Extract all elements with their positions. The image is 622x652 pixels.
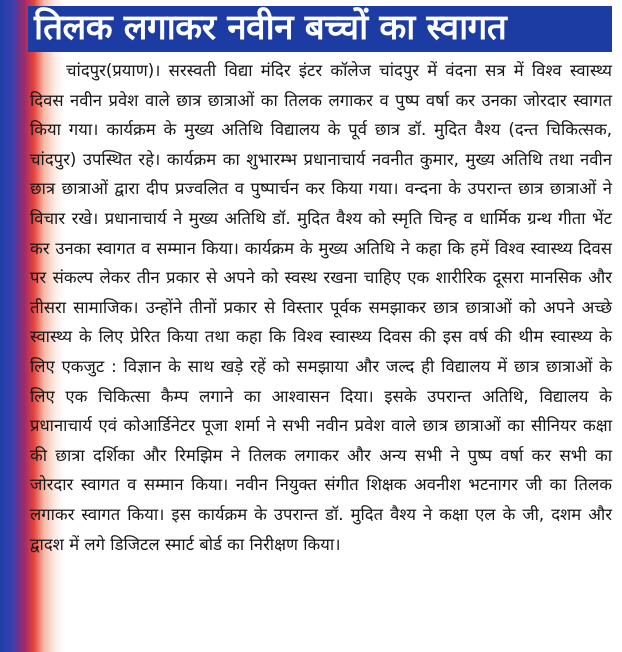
headline: तिलक लगाकर नवीन बच्चों का स्वागत bbox=[28, 6, 612, 52]
article-body: चांदपुर(प्रयाण)। सरस्वती विद्या मंदिर इंटर कॉलेज चांदपुर में वंदना सत्र में विश्व स्वास्थ्य दिवस नवीन प्रवेश वाले छात्र छात्राओं का तिलक लगाकर व पुष्प वर्षा कर उनका जोरदार स्वागत किया गया। कार्यक्रम के मुख्य अतिथि विद्यालय के पूर्व छात्र डॉ. मुदित वैश्य (दन्त चिकित्सक, चांदपुर) उपस्थित रहे। कार्यक्रम का शुभारम्भ प्रधानाचार्य नवनीत कुमार, मुख्य अतिथि तथा नवीन छात्र छात्राओं द्वारा दीप प्रज्वलित व पुष्पार्चन कर किया गया। वन्दना के उपरान्त छात्र छात्राओं ने विचार रखे। प्रधानाचार्य ने मुख्य अतिथि डॉ. मुदित वैश्य को स्मृति चिन्ह व धार्मिक ग्रन्थ गीता भेंट कर उनका स्वागत व सम्मान किया। कार्यक्रम के मुख्य अतिथि ने कहा कि हमें विश्व स्वास्थ्य दिवस पर संकल्प लेकर तीन प्रकार से अपने को स्वस्थ रखना चाहिए एक शारीरिक दूसरा मानसिक और तीसरा सामाजिक। उन्होंने तीनों प्रकार से विस्तार पूर्वक समझाकर छात्र छात्राओं को अपने अच्छे स्वास्थ्य के लिए प्रेरित किया तथा कहा कि विश्व स्वास्थ्य दिवस की इस वर्ष की थीम स्वास्थ्य के लिए एकजुट : विज्ञान के साथ खड़े रहें को समझाया और जल्द ही विद्यालय में छात्र छात्राओं के लिए एक चिकित्सा कैम्प लगाने का आश्वासन दिया। इसके उपरान्त अतिथि, विद्यालय के प्रधानाचार्य एवं कोआर्डिनेटर पूजा शर्मा ने सभी नवीन प्रवेश वाले छात्र छात्राओं का सीनियर कक्षा की छात्रा दर्शिका और रिमझिम ने तिलक लगाकर और अन्य सभी ने पुष्प वर्षा कर सभी का जोरदार स्वागत व सम्मान किया। नवीन नियुक्त संगीत शिक्षक अवनीश भटनागर जी का तिलक लगाकर स्वागत किया। इस कार्यक्रम के उपरान्त डॉ. मुदित वैश्य ने कक्षा एल के जी, दशम और द्वादश में लगे डिजिटल स्मार्ट बोर्ड का निरीक्षण किया। bbox=[30, 61, 612, 554]
